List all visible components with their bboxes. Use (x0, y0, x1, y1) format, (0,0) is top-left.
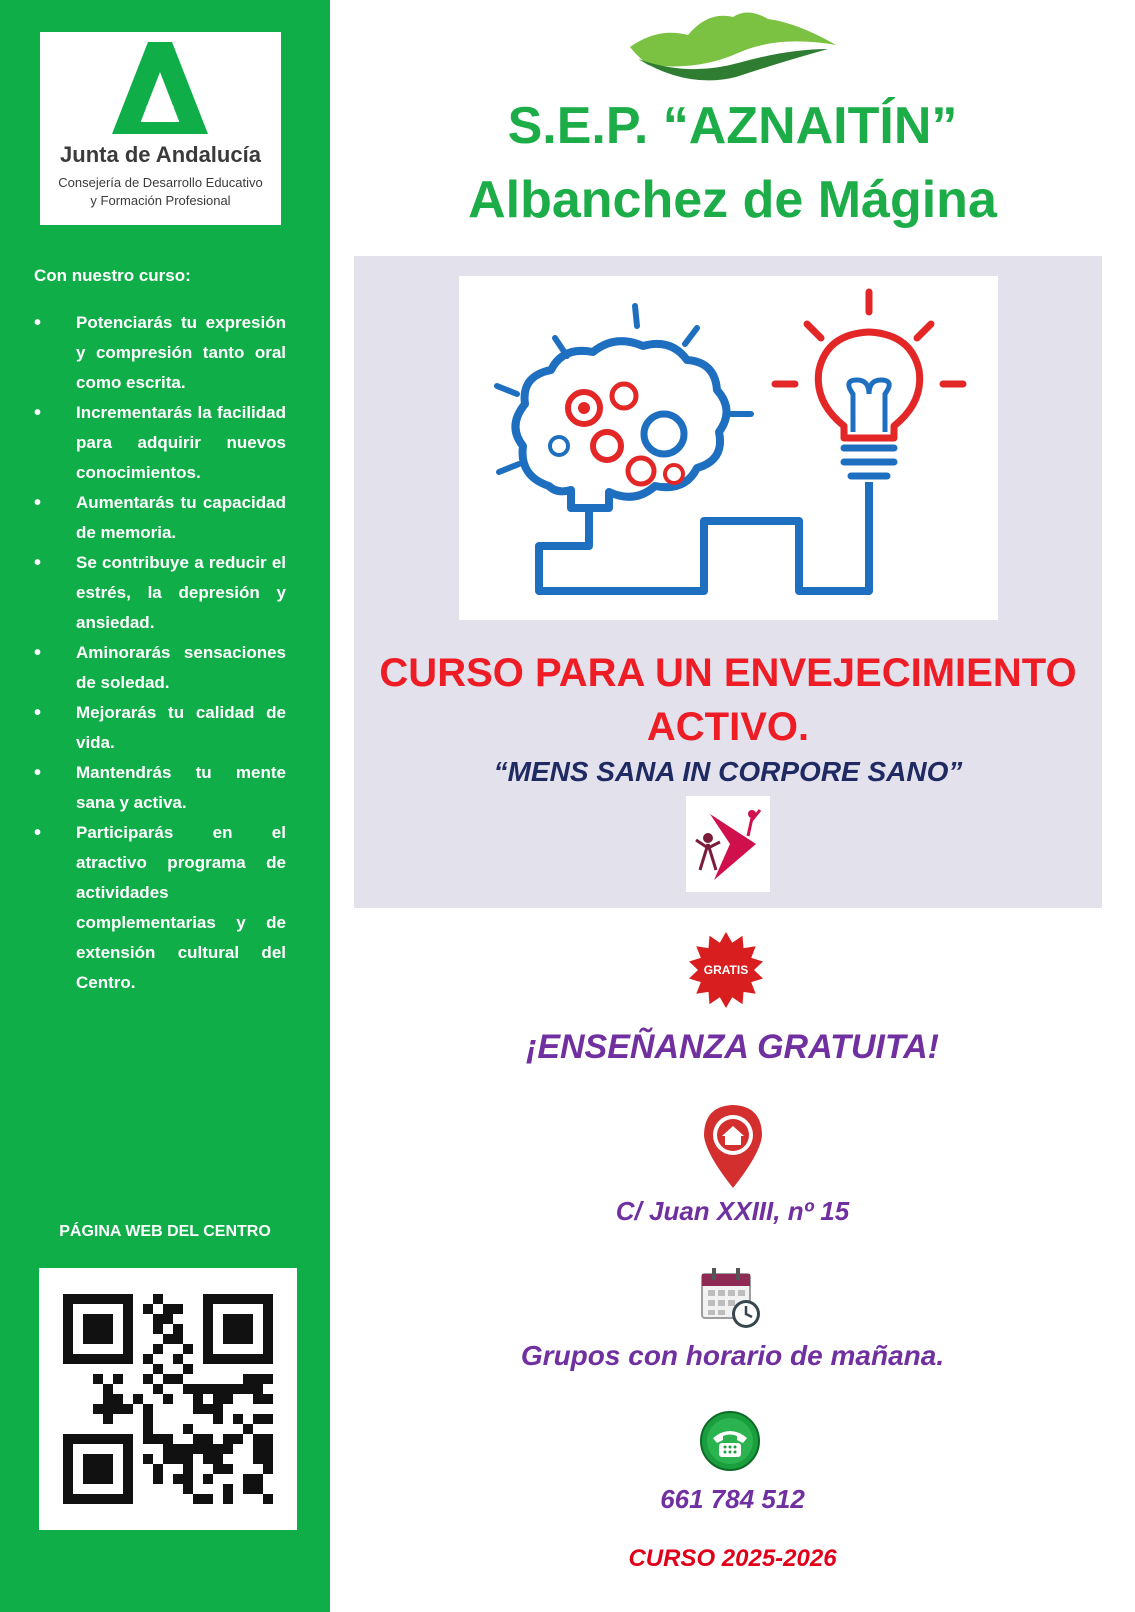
list-item: • Potenciarás tu expresión y compresión tanto oral como escrita. (34, 308, 286, 398)
benefits-intro: Con nuestro curso: (34, 266, 191, 285)
phone-number[interactable]: 661 784 512 (660, 1484, 805, 1514)
junta-logo-icon (110, 42, 210, 137)
gratis-badge-label: GRATIS (703, 963, 749, 977)
list-item: • Participarás en el atractivo programa de actividades complementarias y de extensión cultural del Centro. (34, 818, 286, 998)
course-motto: “MENS SANA IN CORPORE SANO” (493, 756, 963, 787)
address: C/ Juan XXIII, nº 15 (615, 1196, 850, 1226)
logo-subtitle-line1: Consejería de Desarrollo Educativo (58, 175, 263, 190)
list-item: • Mejorarás tu calidad de vida. (34, 698, 286, 758)
course-title-line1: CURSO PARA UN ENVEJECIMIENTO (379, 651, 1077, 695)
web-label: PÁGINA WEB DEL CENTRO (59, 1223, 271, 1240)
course-year: CURSO 2025-2026 (628, 1545, 837, 1572)
qr-code-icon (63, 1294, 273, 1504)
gratis-badge-icon (686, 930, 766, 1010)
phone-icon (699, 1410, 761, 1472)
school-location: Albanchez de Mágina (468, 171, 997, 229)
logo-subtitle (40, 174, 281, 210)
list-item: • Se contribuye a reducir el estrés, la depresión y ansiedad. (34, 548, 286, 638)
junta-logo (40, 32, 281, 225)
calendar-clock-icon (700, 1266, 762, 1330)
brain-bulb-illustration (459, 276, 998, 620)
list-item: • Aminorarás sensaciones de soledad. (34, 638, 286, 698)
list-item: • Mantendrás tu mente sana y activa. (34, 758, 286, 818)
course-title (354, 646, 1102, 754)
mountain-logo-icon (628, 5, 838, 83)
benefits-list (34, 308, 286, 998)
schedule: Grupos con horario de mañana. (520, 1340, 945, 1371)
logo-title: Junta de Andalucía (60, 142, 261, 167)
dancers-emblem-icon (690, 800, 766, 888)
list-item: • Aumentarás tu capacidad de memoria. (34, 488, 286, 548)
qr-code[interactable] (39, 1268, 297, 1530)
dancers-emblem (686, 796, 770, 892)
school-title: S.E.P. “AZNAITÍN” (507, 97, 958, 155)
logo-subtitle-line2: y Formación Profesional (90, 193, 231, 208)
list-item: • Incrementarás la facilidad para adquirir nuevos conocimientos. (34, 398, 286, 488)
location-pin-icon (700, 1102, 766, 1190)
sidebar (0, 0, 330, 1612)
main-content (330, 0, 1135, 1612)
course-panel (354, 256, 1102, 908)
free-tuition-text: ¡ENSEÑANZA GRATUITA! (526, 1028, 939, 1066)
course-title-line2: ACTIVO. (646, 705, 810, 749)
